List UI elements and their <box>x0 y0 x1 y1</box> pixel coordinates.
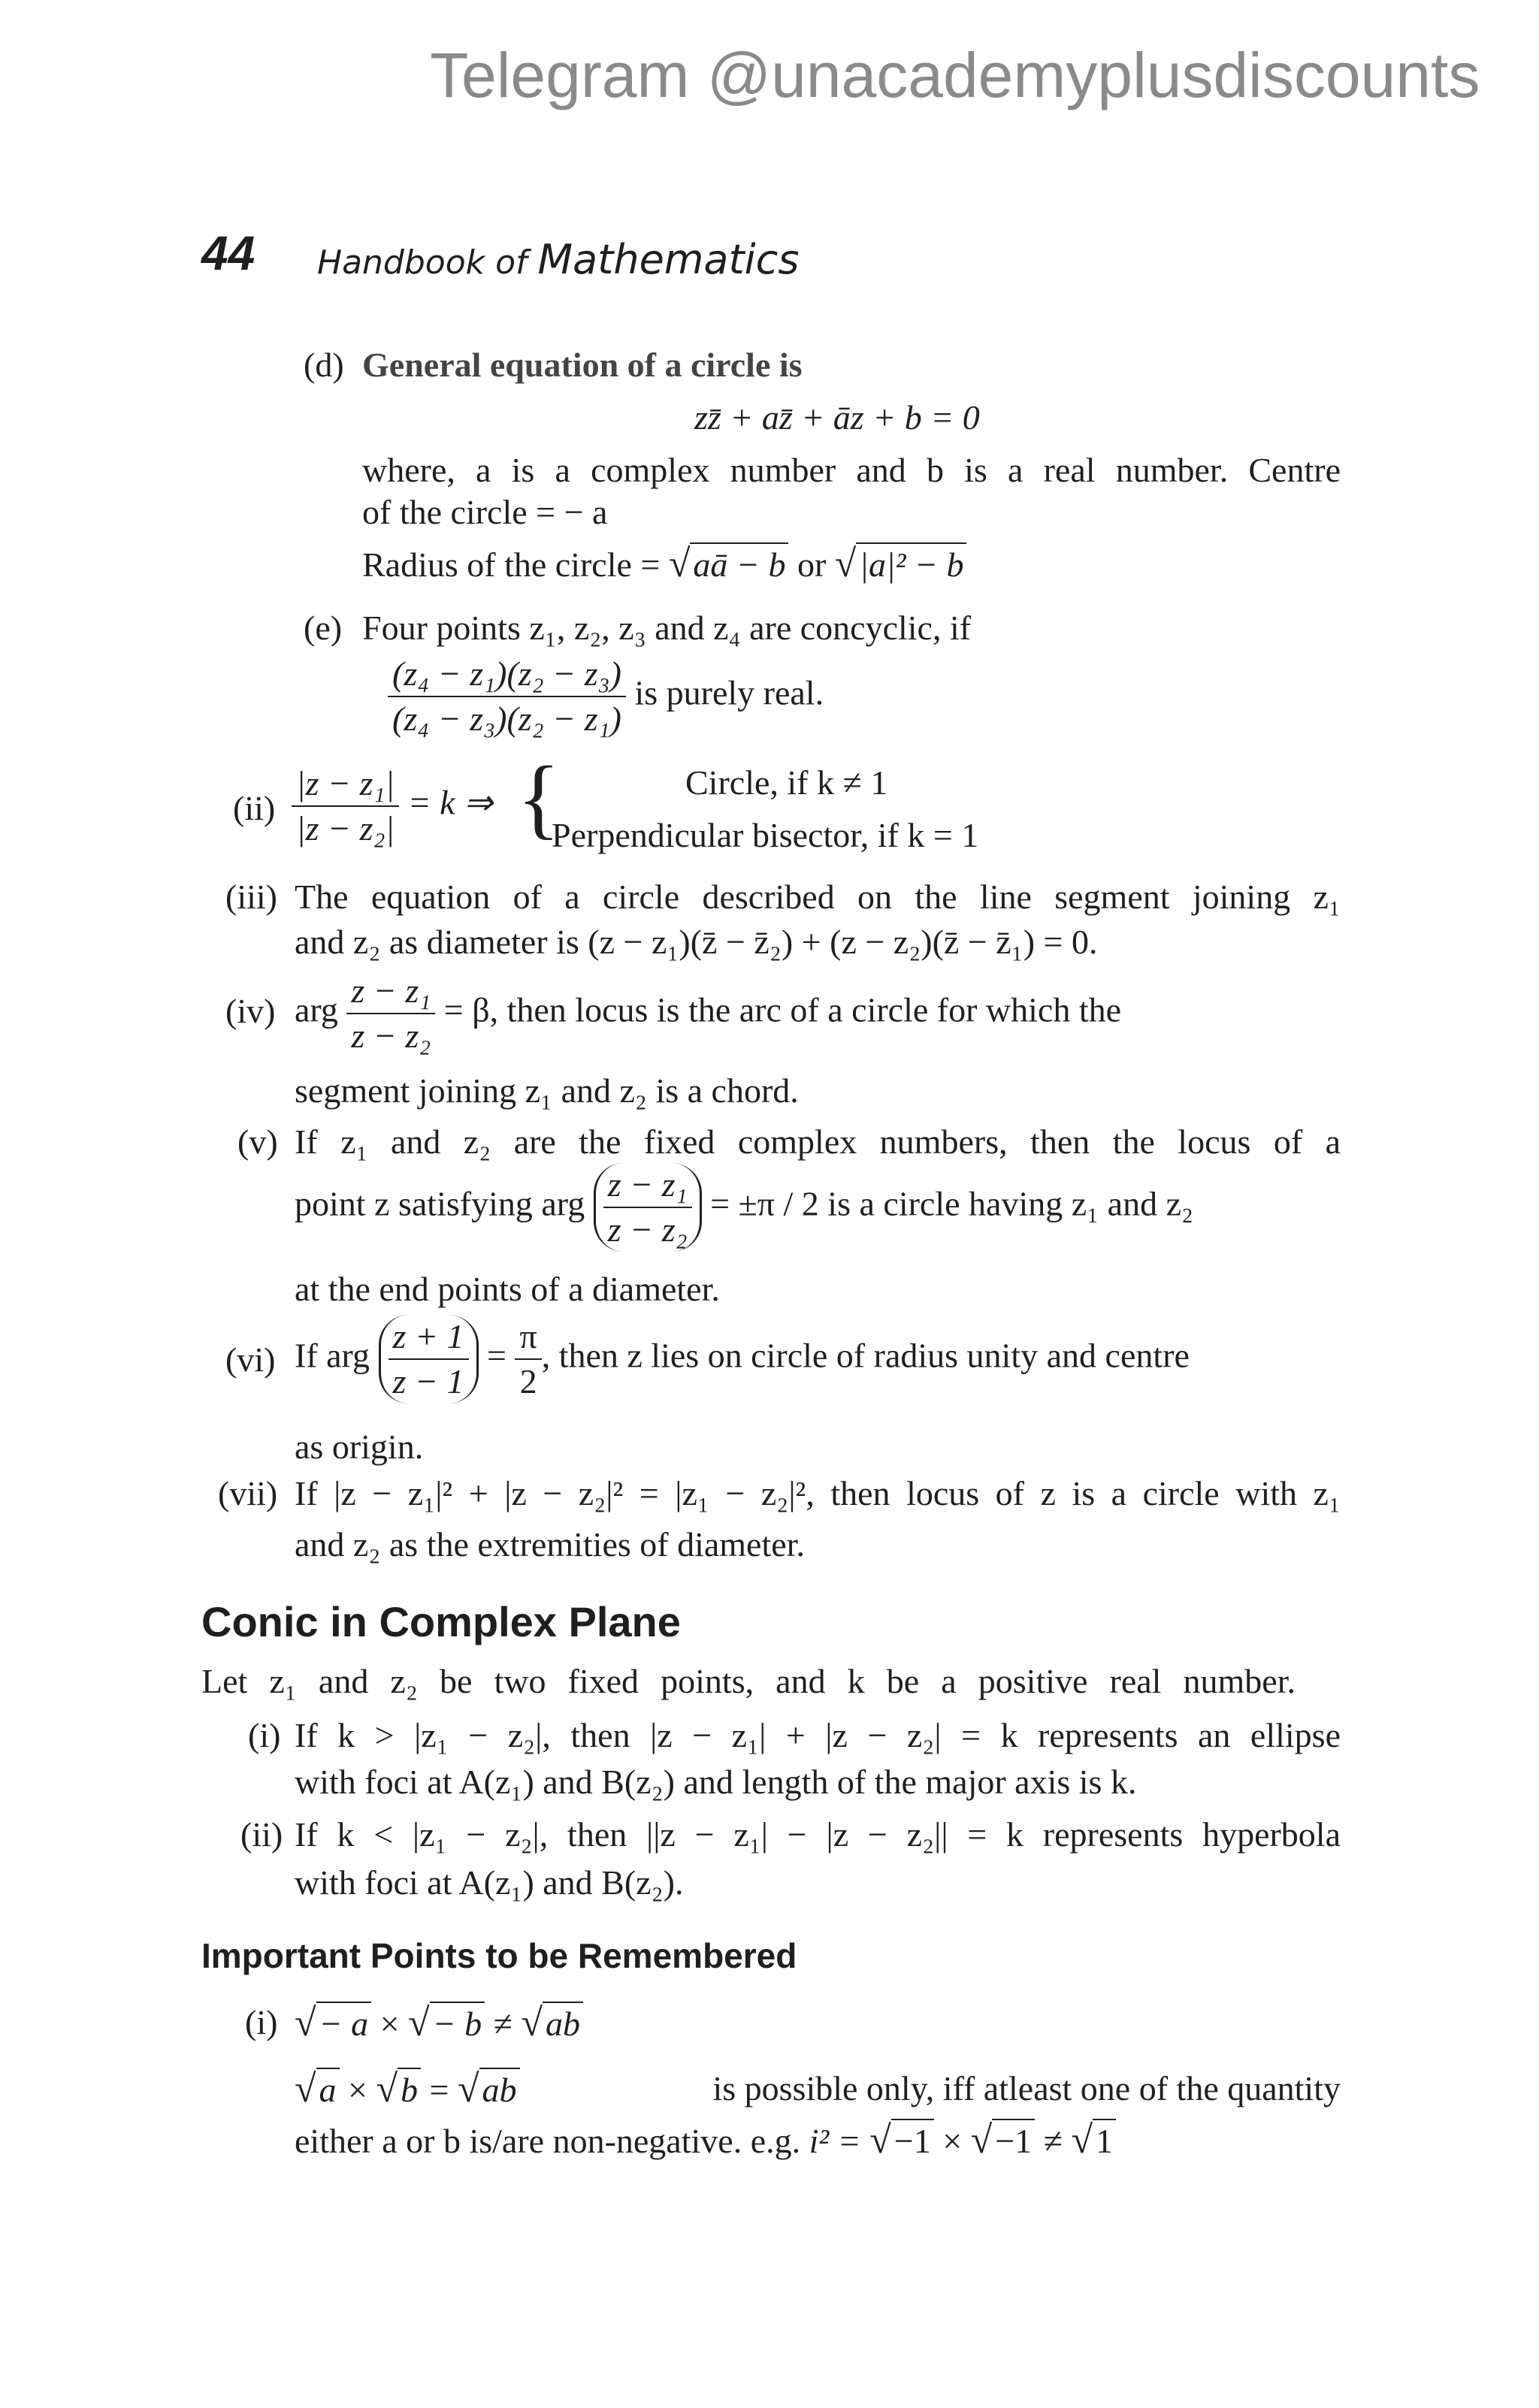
e-text: Four points z₁, z₂, z₃ and z₄ are concyclic, if <box>362 609 972 647</box>
vi-two: 2 <box>519 1362 537 1400</box>
ii-brace: { <box>517 748 561 847</box>
v-denominator: z − z₂ <box>607 1210 688 1249</box>
vi-pi: π <box>515 1315 541 1360</box>
d-radius-b: |a|² − b <box>856 542 966 586</box>
imp2-sqrt-ab: ab <box>479 2068 520 2111</box>
d-radius-a: aā − b <box>690 542 788 586</box>
vi-denominator: z − 1 <box>392 1362 464 1400</box>
vi-line1 <box>295 1315 1190 1403</box>
imp3-times: × <box>942 2122 963 2160</box>
item-label-ii: (ii) <box>233 789 276 827</box>
item-label-iii: (iii) <box>225 878 277 916</box>
circle-general-equation: zz̄ + az̄ + āz + b = 0 <box>694 398 980 437</box>
vi-pi-fraction <box>515 1315 541 1403</box>
conic-ii-line2: with foci at A(z₁) and B(z₂). <box>295 1863 684 1902</box>
v-line2 <box>295 1163 1193 1252</box>
iv-numerator: z − z₁ <box>346 969 435 1014</box>
important-label-i: (i) <box>245 2003 278 2041</box>
imp-times: × <box>379 2005 400 2043</box>
important-line2: √a × √b = √ab is possible only, iff atleast one of the quantity <box>295 2068 1341 2110</box>
imp2-sqrt-b: b <box>398 2068 421 2111</box>
v-paren <box>594 1163 702 1252</box>
important-line3: either a or b is/are non-negative. e.g. i² = √−1 × √−1 ≠ √1 <box>295 2119 1116 2162</box>
vii-line1: If |z − z₁|² + |z − z₂|² = |z₁ − z₂|², then locus of z is a circle with z₁ <box>295 1474 1341 1512</box>
vi-numerator: z + 1 <box>389 1315 469 1360</box>
v-pre: point z satisfying arg <box>295 1184 585 1223</box>
v-fraction <box>603 1163 692 1252</box>
imp-sqrt-ab: ab <box>543 2002 583 2045</box>
imp3-ne: ≠ <box>1043 2122 1063 2160</box>
vii-line2: and z₂ as the extremities of diameter. <box>295 1525 805 1564</box>
conic-i-line2: with foci at A(z₁) and B(z₂) and length of the major axis is k. <box>295 1763 1137 1801</box>
ii-numerator: |z − z₁| <box>292 762 399 807</box>
d-radius-text: Radius of the circle = <box>362 545 661 584</box>
ii-fraction-line <box>292 762 493 851</box>
v-post: = ±π / 2 is a circle having z₁ and z₂ <box>710 1184 1194 1223</box>
conic-intro: Let z₁ and z₂ be two fixed points, and k be a positive real number. <box>201 1662 1296 1700</box>
vi-post: , then z lies on circle of radius unity and centre <box>541 1336 1190 1375</box>
iv-denominator: z − z₂ <box>351 1017 431 1055</box>
iv-line1 <box>295 969 1341 1058</box>
book-title-prefix: Handbook of <box>317 243 538 282</box>
e-fraction-line <box>388 652 824 741</box>
imp-ne: ≠ <box>493 2005 512 2043</box>
conic-i-line1: If k > |z₁ − z₂|, then |z − z₁| + |z − z₂| = k represents an ellipse <box>295 1716 1341 1754</box>
e-fraction <box>388 652 626 741</box>
item-label-iv: (iv) <box>225 992 276 1030</box>
book-title-subject: Mathematics <box>537 236 800 283</box>
imp2-times: × <box>348 2071 367 2109</box>
vi-pre: If arg <box>295 1336 370 1375</box>
ii-case-circle: Circle, if k ≠ 1 <box>685 763 888 802</box>
imp2-eq: = <box>429 2071 449 2109</box>
ii-denominator: |z − z₂| <box>296 809 395 847</box>
d-heading: General equation of a circle is <box>362 346 803 384</box>
e-numerator: (z₄ − z₁)(z₂ − z₃) <box>388 652 626 697</box>
ii-implies: = k ⇒ <box>407 783 493 822</box>
iv-post: = β, then locus is the arc of a circle for which the <box>443 990 1122 1029</box>
iii-line1: The equation of a circle described on the line segment joining z₁ <box>295 878 1341 916</box>
section-heading-important: Important Points to be Remembered <box>201 1936 797 1975</box>
vi-paren <box>379 1315 479 1403</box>
imp2-sqrt-a: a <box>316 2068 340 2111</box>
conic-ii-line1: If k < |z₁ − z₂|, then ||z − z₁| − |z − z₂|| = k represents hyperbola <box>295 1815 1341 1854</box>
watermark: Telegram @unacademyplusdiscounts <box>430 40 1480 110</box>
d-or: or <box>797 545 827 584</box>
item-label-e: (e) <box>304 609 343 647</box>
item-label-vi: (vi) <box>225 1340 276 1379</box>
imp-sqrt-neg-a: − a <box>316 2002 372 2045</box>
e-after: is purely real. <box>634 673 824 712</box>
iv-fraction <box>346 969 435 1058</box>
iii-line2: and z₂ as diameter is (z − z₁)(z̄ − z̄₂) + (z − z₂)(z̄ − z̄₁) = 0. <box>295 923 1098 961</box>
d-radius-line: Radius of the circle = √aā − b or √|a|² − b <box>362 542 966 586</box>
v-line3: at the end points of a diameter. <box>295 1270 720 1308</box>
v-numerator: z − z₁ <box>603 1163 692 1208</box>
page-number: 44 <box>201 226 255 280</box>
conic-label-ii: (ii) <box>240 1815 283 1854</box>
imp-sqrt-neg-b: − b <box>430 2002 485 2045</box>
imp3-i2: i² = <box>809 2122 861 2160</box>
vi-eq: = <box>487 1336 506 1375</box>
book-title <box>317 236 800 283</box>
item-label-vii: (vii) <box>218 1474 278 1512</box>
vi-fraction <box>389 1315 469 1403</box>
d-line1: where, a is a complex number and b is a real number. Centre <box>362 451 1341 489</box>
imp3-sqrt-m1: −1 <box>891 2119 934 2162</box>
iv-arg: arg <box>295 990 338 1029</box>
v-line1: If z₁ and z₂ are the fixed complex numbers, then the locus of a <box>295 1122 1341 1161</box>
imp3-sqrt-m1b: −1 <box>992 2119 1035 2162</box>
imp3-text: either a or b is/are non-negative. e.g. <box>295 2122 801 2160</box>
ii-case-bisector: Perpendicular bisector, if k = 1 <box>552 816 979 854</box>
item-label-v: (v) <box>237 1122 278 1161</box>
item-label-d: (d) <box>304 346 344 384</box>
important-line1: √− a × √− b ≠ √ab <box>295 2002 583 2045</box>
conic-label-i: (i) <box>248 1716 281 1754</box>
e-denominator: (z₄ − z₃)(z₂ − z₁) <box>392 699 621 738</box>
imp3-sqrt-1: 1 <box>1093 2119 1116 2162</box>
imp2-rest: is possible only, iff atleast one of the quantity <box>712 2069 1341 2107</box>
iv-line2: segment joining z₁ and z₂ is a chord. <box>295 1071 799 1110</box>
d-line2: of the circle = − a <box>362 493 608 531</box>
vi-line2: as origin. <box>295 1428 424 1466</box>
ii-fraction <box>292 762 399 851</box>
section-heading-conic: Conic in Complex Plane <box>201 1598 681 1645</box>
